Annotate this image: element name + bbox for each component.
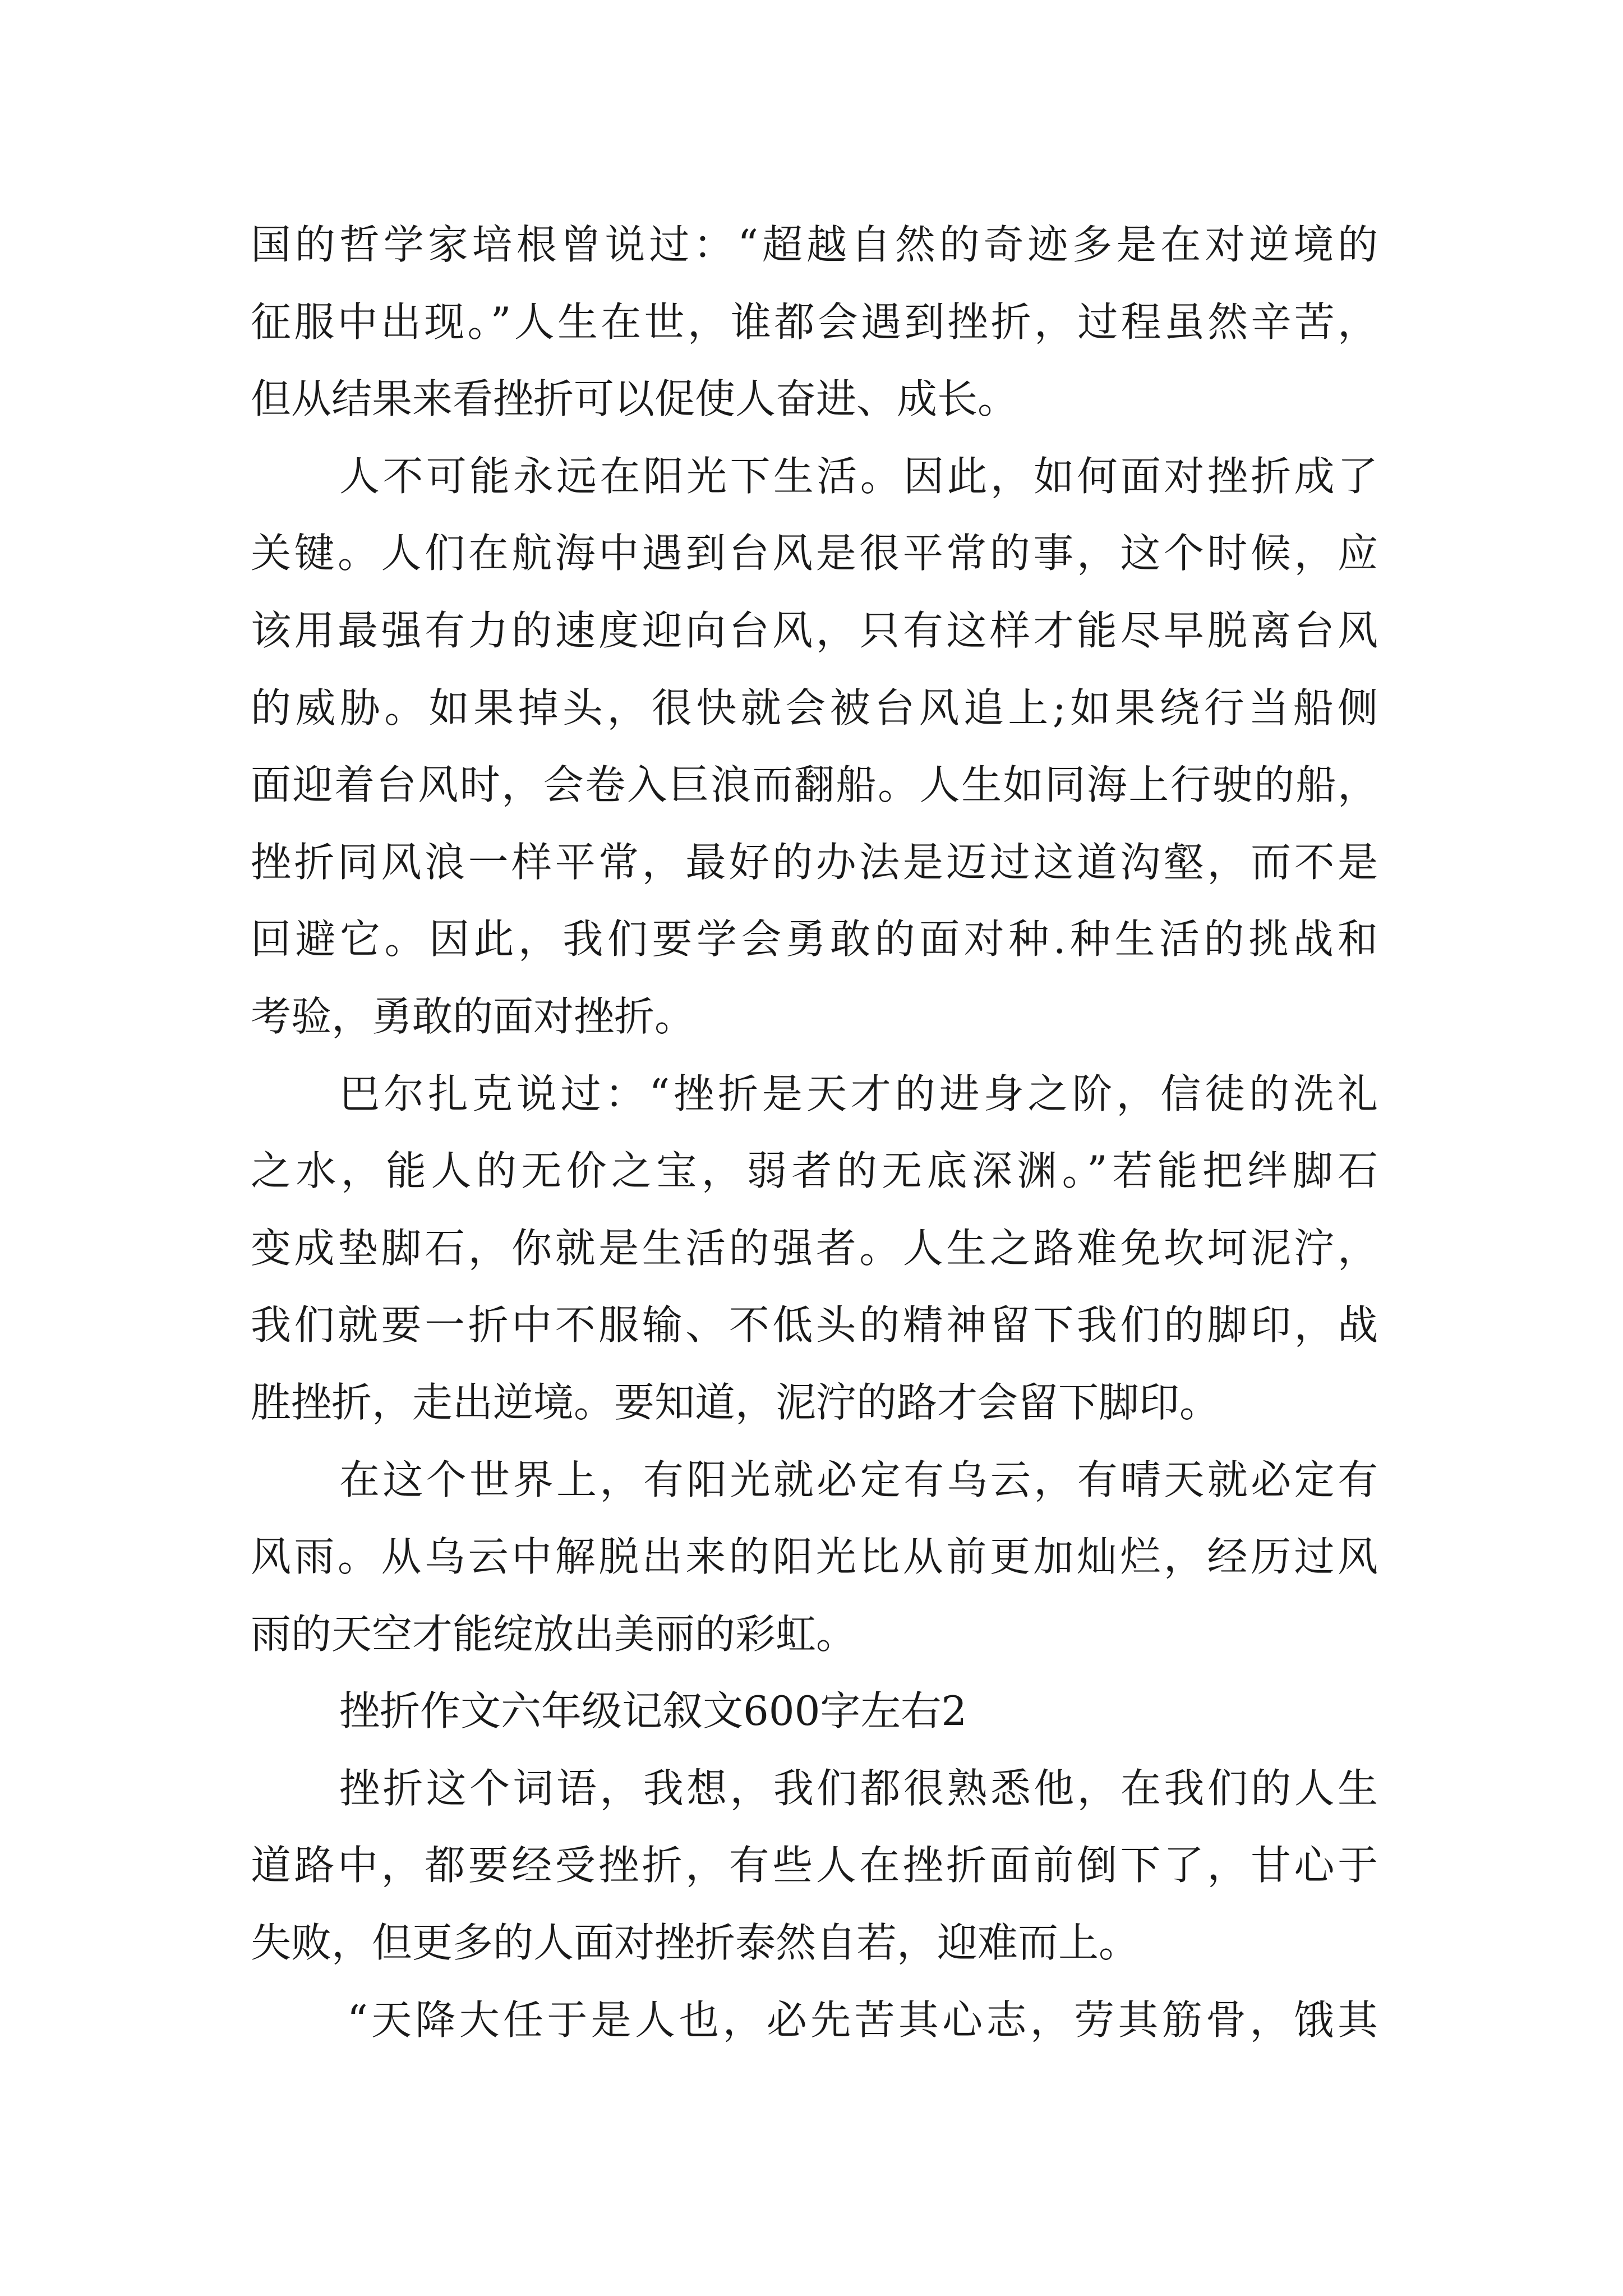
text-line: “天降大任于是人也，必先苦其心志，劳其筋骨，饿其 xyxy=(347,1996,1378,2044)
paragraph xyxy=(251,1982,1378,2059)
document-body xyxy=(251,206,1378,2059)
text-line: 巴尔扎克说过：“挫折是天才的进身之阶，信徒的洗礼 xyxy=(339,1070,1378,1117)
paragraph xyxy=(251,1750,1378,1982)
text-line: 但从结果来看挫折可以促使人奋进、成长。 xyxy=(251,375,1018,423)
paragraph xyxy=(251,1442,1378,1673)
text-line: 道路中，都要经受挫折，有些人在挫折面前倒下了，甘心于 xyxy=(251,1842,1378,1889)
text-line: 在这个世界上，有阳光就必定有乌云，有晴天就必定有 xyxy=(339,1456,1378,1503)
section-heading xyxy=(251,1673,1378,1750)
text-line: 之水，能人的无价之宝，弱者的无底深渊。”若能把绊脚石 xyxy=(251,1147,1378,1195)
text-line: 失败，但更多的人面对挫折泰然自若，迎难而上。 xyxy=(251,1919,1140,1967)
text-line: 关键。人们在航海中遇到台风是很平常的事，这个时候，应 xyxy=(251,530,1378,577)
text-line: 该用最强有力的速度迎向台风，只有这样才能尽早脱离台风 xyxy=(251,606,1378,654)
text-line: 人不可能永远在阳光下生活。因此，如何面对挫折成了 xyxy=(339,452,1378,500)
text-line: 挫折这个词语，我想，我们都很熟悉他，在我们的人生 xyxy=(339,1764,1378,1812)
text-line: 考验，勇敢的面对挫折。 xyxy=(251,992,695,1040)
text-line: 回避它。因此，我们要学会勇敢的面对种.种生活的挑战和 xyxy=(251,915,1378,963)
text-line: 雨的天空才能绽放出美丽的彩虹。 xyxy=(251,1610,857,1658)
heading-line: 挫折作文六年级记叙文600字左右2 xyxy=(339,1687,967,1735)
text-line: 变成垫脚石，你就是生活的强者。人生之路难免坎坷泥泞， xyxy=(251,1224,1378,1272)
text-line: 挫折同风浪一样平常，最好的办法是迈过这道沟壑，而不是 xyxy=(251,838,1378,886)
text-line: 风雨。从乌云中解脱出来的阳光比从前更加灿烂，经历过风 xyxy=(251,1533,1378,1581)
text-line: 我们就要一折中不服输、不低头的精神留下我们的脚印，战 xyxy=(251,1301,1378,1349)
text-line: 征服中出现。”人生在世，谁都会遇到挫折，过程虽然辛苦， xyxy=(251,298,1378,346)
text-line: 胜挫折，走出逆境。要知道，泥泞的路才会留下脚印。 xyxy=(251,1378,1220,1426)
paragraph xyxy=(251,206,1378,438)
text-line: 国的哲学家培根曾说过：“超越自然的奇迹多是在对逆境的 xyxy=(251,221,1378,268)
text-line: 面迎着台风时，会卷入巨浪而翻船。人生如同海上行驶的船， xyxy=(251,761,1378,809)
paragraph xyxy=(251,1056,1378,1442)
text-line: 的威胁。如果掉头，很快就会被台风追上;如果绕行当船侧 xyxy=(251,684,1378,731)
paragraph xyxy=(251,438,1378,1056)
